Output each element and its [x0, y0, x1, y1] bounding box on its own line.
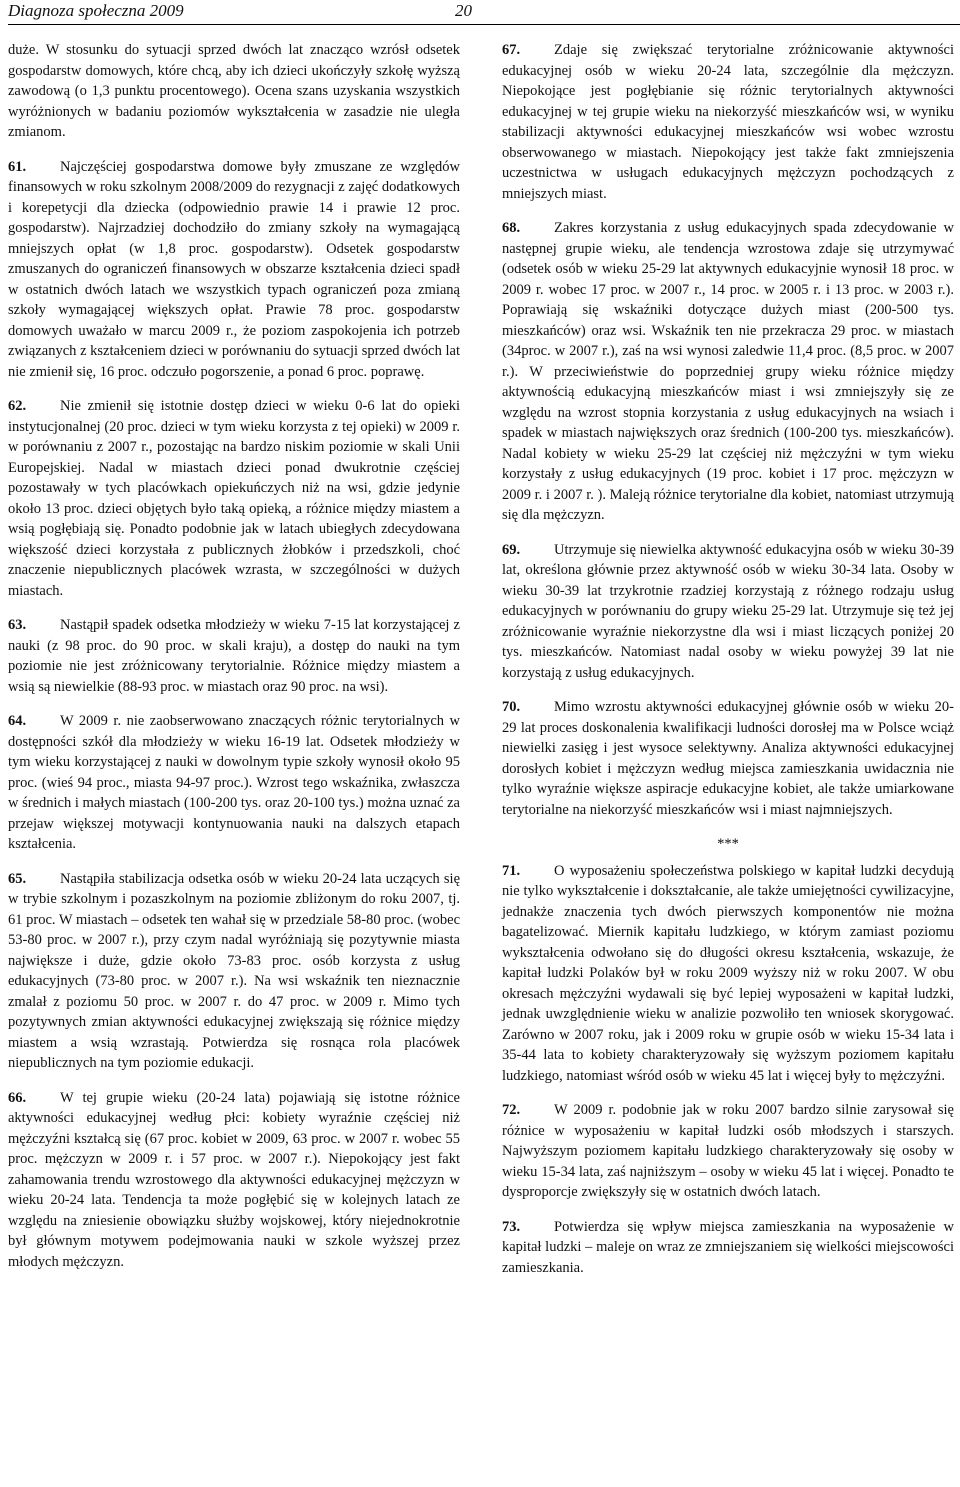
paragraph-63: [8, 615, 460, 697]
document-title: Diagnoza społeczna 2009: [8, 1, 184, 20]
paragraph-number: 71.: [502, 862, 521, 879]
paragraph-continuation: [8, 40, 460, 143]
paragraph-text: Nastąpił spadek odsetka młodzieży w wieku 7-15 lat korzystającej z nauki (z 98 proc. do 90 proc. w skali kraju), a dostęp do nauki na tym poziomie nie jest zróżnicowany terytorialnie. Różnice między miastem a wsią są niewielkie (88-93 proc. w miastach oraz 90 proc. na wsi).: [8, 617, 460, 695]
section-separator: ***: [717, 836, 739, 852]
page-number: 20: [455, 1, 472, 20]
paragraph-number: 73.: [502, 1218, 521, 1235]
paragraph-text: Utrzymuje się niewielka aktywność edukacyjna osób w wieku 30-39 lat, określona głównie przez aktywność osób w wieku 30-34 lata. Osoby w wieku 30-39 lat trzykrotnie rzadziej korzystają z różnego rodzaju usług edukacyjnych w porównaniu do grupy wieku 25-29 lat. Utrzymuje się też jej zróżnicowanie wyraźnie niekorzystne dla wsi i miast liczących poniżej 20 tys. mieszkańców. Natomiast nadal osoby w wieku powyżej 39 lat nie korzystają z usług edukacyjnych.: [502, 541, 954, 681]
paragraph-66: [8, 1088, 460, 1273]
paragraph-73: [502, 1217, 954, 1279]
paragraph-69: [502, 540, 954, 684]
paragraph-number: 65.: [8, 870, 27, 887]
paragraph-text: duże. W stosunku do sytuacji sprzed dwóch lat znacząco wzrósł odsetek gospodarstw domowych, które chcą, aby ich dzieci ukończyły szkołę wyższą zawodową (o 1,3 punktu procentowego). Ocena szans uzyskania wszystkich wyróżnionych w badaniu poziomów wykształcenia w zasadzie nie uległa zmianom.: [8, 42, 460, 140]
paragraph-text: Najczęściej gospodarstwa domowe były zmuszane ze względów finansowych w roku szkolnym 2008/2009 do rezygnacji z zajęć dodatkowych i korepetycji dla dziecka (odpowiednio prawie 14 i prawie 12 proc. gospodarstw). Najrzadziej dochodziło do zmiany szkoły na wymagającą mniejszych opłat (w 1,8 proc. gospodarstw). Odsetek gospodarstw zmuszanych do ograniczeń finansowych w obszarze kształcenia dzieci spadł w ostatnich dwóch latach we wszystkich typach ograniczeń poza zmianą szkoły wymagającej większych opłat. Prawie 78 proc. gospodarstw domowych uważało w marcu 2009 r., że poziom zaspokojenia ich potrzeb związanych z kształceniem dzieci w porównaniu do sytuacji sprzed dwóch lat nie zmienił się, 16 proc. odczuło pogorszenie, a ponad 6 proc. poprawę.: [8, 158, 460, 380]
paragraph-number: 61.: [8, 158, 27, 175]
paragraph-text: W tej grupie wieku (20-24 lata) pojawiają się istotne różnice aktywności edukacyjnej według płci: kobiety wyraźnie częściej niż mężczyźni kształcą się (67 proc. kobiet w 2009, 63 proc. w 2007 r. wobec 55 proc. mężczyzn w 2009 r. i 57 proc. w 2007 r.). Niepokojący jest fakt zahamowania trendu wzrostowego dla aktywności edukacyjnej mężczyzn w wieku 20-24 lata. Tendencja ta może pogłębić się w kolejnych latach ze względu na zniesienie obowiązku służby wojskowej, który niejednokrotnie był głównym motywem podejmowania nauki w szkole wyższej przez młodych mężczyzn.: [8, 1089, 460, 1270]
paragraph-number: 62.: [8, 398, 27, 414]
paragraph-number: 63.: [8, 617, 27, 633]
left-column: [8, 40, 460, 1286]
paragraph-text: Zdaje się zwiększać terytorialne zróżnicowanie aktywności edukacyjnej osób w wieku 20-24 lata, szczególnie dla mężczyzn. Niepokojące jest pogłębianie się różnic terytorialnych aktywności edukacyjnej w tej grupie wieku na niekorzyść mieszkańców wsi, w wyniku stabilizacji aktywności edukacyjnej mieszkańców wsi wobec wzrostu obserwowanego w miastach. Niepokojący jest także fakt zmniejszenia uczestnictwa w usługach edukacyjnych mężczyzn pochodzących z mniejszych miast.: [502, 42, 954, 202]
paragraph-67: [502, 40, 954, 204]
paragraph-text: W 2009 r. podobnie jak w roku 2007 bardzo silnie zarysował się różnice w wyposażeniu w kapitał ludzki osób młodszych i starszych. Najwyższym poziomem kapitału ludzkiego charakteryzowały się osoby w wieku 15-34 lata, zaś najniższym – osoby w wieku 45 lat i więcej. Ponadto te dysproporcje zwiększyły się w ostatnich dwóch latach.: [502, 1102, 954, 1200]
paragraph-text: W 2009 r. nie zaobserwowano znaczących różnic terytorialnych w dostępności szkół dla młodzieży w wieku 16-19 lat. Odsetek młodzieży w tym wieku korzystającej z nauki w dowolnym typie szkoły wynosił około 95 proc. (wieś 94 proc., miasta 94-97 proc.). Wzrost tego wskaźnika, zwłaszcza w średnich i małych miastach (100-200 tys. oraz 20-100 tys.) można uznać za przejaw większej motywacji kontynuowania nauki na dalszych etapach kształcenia.: [8, 713, 460, 852]
paragraph-62: [8, 396, 460, 601]
paragraph-text: Zakres korzystania z usług edukacyjnych spada zdecydowanie w następnej grupie wieku, ale tendencja wzrostowa zdaje się utrzymywać (odsetek osób w wieku 25-29 lat aktywnych edukacyjnie wynosił 18 proc. w 2009 r. wobec 17 proc. w 2007 r., 14 proc. w 2005 r. i 13 proc. w 2003 r.). Poprawiają się wskaźniki dotyczące dużych miast (200-500 tys. mieszkańców) oraz wsi. Wskaźnik ten nie przekracza 29 proc. w miastach (34proc. w 2007 r.), zaś na wsi wynosi zaledwie 11,4 proc. (8,5 proc. w 2007 r.). W przeciwieństwie do poprzedniej grupy wieku różnice między aktywnością edukacyjną mieszkańców miast i wsi zmniejszyły się ze względu na wzrost stopnia korzystania z usług edukacyjnych na wsiach i spadek w miastach największych oraz średnich (100-200 tys. mieszkańców). Nadal kobiety w wieku 25-29 lat częściej niż mężczyźni w tym wieku korzystały z usług edukacyjnych (19 proc. kobiet i 17 proc. mężczyzn w 2009 r. i 2007 r. ). Maleją różnice terytorialne dla kobiet, natomiast utrzymują się dla mężczyzn.: [502, 220, 954, 523]
paragraph-70: [502, 697, 954, 820]
paragraph-number: 68.: [502, 220, 521, 236]
paragraph-text: Mimo wzrostu aktywności edukacyjnej głównie osób w wieku 20-29 lat proces doskonalenia kwalifikacji ludności dorosłej ma w Polsce wciąż niewielki zasięg i jest wysoce selektywny. Analiza aktywności edukacyjnej dorosłych kobiet i mężczyzn według miejsca zamieszkania uwidacznia nie tylko wyraźnie większe aspiracje edukacyjne kobiet, ale także umiarkowane terytorialne na niekorzyść mieszkańców wsi i miast najmniejszych.: [502, 699, 954, 818]
paragraph-number: 69.: [502, 541, 521, 558]
right-column: [502, 40, 954, 1292]
paragraph-64: [8, 711, 460, 855]
paragraph-65: [8, 869, 460, 1074]
paragraph-number: 67.: [502, 42, 521, 58]
paragraph-61: [8, 157, 460, 383]
paragraph-number: 64.: [8, 713, 27, 729]
paragraph-number: 72.: [502, 1102, 521, 1118]
paragraph-68: [502, 218, 954, 526]
paragraph-text: Nastąpiła stabilizacja odsetka osób w wieku 20-24 lata uczących się w trybie szkolnym i pozaszkolnym na poziomie zbliżonym do roku 2007, tj. 61 proc. W miastach – odsetek ten wahał się w przedziale 58-80 proc. (wobec 53-80 proc. w 2007 r.), przy czym nadal wyróżniają się pozytywnie miasta największe i duże, gdzie około 73-83 proc. osób korzysta z usług edukacyjnych (73-80 proc. w 2007 r.). Na wsi wskaźnik ten nieznacznie zmalał z poziomu 50 proc. w 2007 r. do 47 proc. w 2009 r. Mimo tych pozytywnych zmian aktywności edukacyjnej zwiększają się różnice między miastem a wsią wzrastają. Potwierdza się rosnąca rola placówek niepublicznych na tym poziomie edukacji.: [8, 870, 460, 1071]
paragraph-72: [502, 1100, 954, 1203]
page-header: [8, 0, 960, 25]
paragraph-text: Nie zmienił się istotnie dostęp dzieci w wieku 0-6 lat do opieki instytucjonalnej (20 proc. dzieci w tym wieku korzysta z tej opieki) w 2009 r. w porównaniu z 2007 r., pozostając na bardzo niskim poziomie w skali Unii Europejskiej. Nadal w miastach dzieci ponad dwukrotnie częściej pozostawały w tych placówkach opiekuńczych niż na wsi, gdzie jedynie około 13 proc. dzieci objętych było taką opieką, a różnice między miastem a wsią pogłębiają się. Ponadto podobnie jak w latach ubiegłych zdecydowana większość dzieci korzystała z publicznych żłobków i przedszkoli, choć znaczenie niepublicznych placówek wzrasta, w szczególności w dużych miastach.: [8, 398, 460, 599]
paragraph-number: 66.: [8, 1089, 27, 1106]
paragraph-text: Potwierdza się wpływ miejsca zamieszkania na wyposażenie w kapitał ludzki – maleje on wraz ze zmniejszaniem się wielkości miejscowości zamieszkania.: [502, 1218, 954, 1276]
paragraph-text: O wyposażeniu społeczeństwa polskiego w kapitał ludzki decydują nie tylko wykształcenie i dokształcanie, ale także umiejętności cywilizacyjne, jednakże znaczenia tych dwóch pierwszych komponentów nie można bagatelizować. Miernik kapitału ludzkiego, w którym zamiast poziomu wykształcenia odwołano się do długości okresu kształcenia, wskazuje, że kapitał ludzki Polaków był w roku 2009 wyższy niż w roku 2007. W obu okresach mężczyźni wydawali się być lepiej wyposażeni w kapitał ludzki, jednak uwzględnienie wieku w analizie pozwoliło ten wniosek skorygować. Zarówno w 2007 roku, jak i 2009 roku w grupie osób w wieku 15-34 lata i 35-44 lata to kobiety charakteryzowały się wyższym poziomem kapitału ludzkiego, natomiast wśród osób w wieku 45 lat i więcej były to mężczyźni.: [502, 862, 954, 1084]
paragraph-71: [502, 861, 954, 1087]
paragraph-number: 70.: [502, 699, 521, 715]
